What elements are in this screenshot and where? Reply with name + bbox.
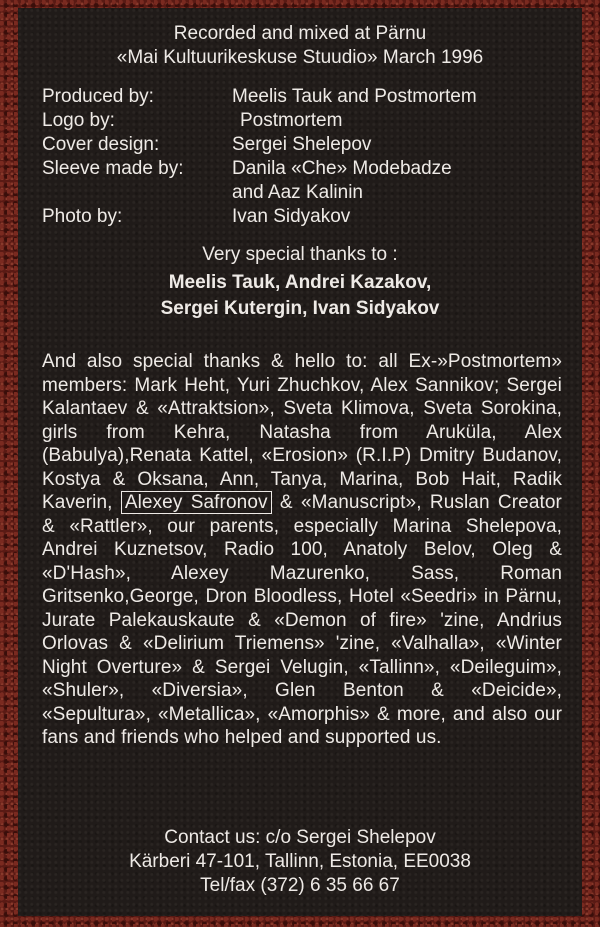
credits-list xyxy=(42,85,477,229)
thanks-names-line-2: Sergei Kutergin, Ivan Sidyakov xyxy=(160,298,440,319)
recorded-line-1: Recorded and mixed at Pärnu xyxy=(173,23,427,44)
contact-info xyxy=(18,826,582,898)
contact-line-1: Contact us: c/o Sergei Shelepov xyxy=(164,827,436,848)
boxed-name: Alexey Safronov xyxy=(121,491,272,514)
credit-row xyxy=(42,109,477,133)
recording-info xyxy=(18,22,582,70)
credit-value: Postmortem xyxy=(240,110,343,131)
also-thanks-text-before: And also special thanks & hello to: all Ex-»Postmortem» members: Mark Heht, Yuri Zhuchkov, Alex Sannikov; Sergei Kalantaev & «Attraktsion», Sveta Klimova, Sveta Sorokina, girls from Kehra, Natasha from Aruküla, Alex (Babulya),Renata Kattel, «Erosion» (R.I.P) Dmitry Budanov, Kostya & Oksana, Ann, Tanya, Marina, Bob Hait, Radik Kaverin, xyxy=(42,351,562,513)
credit-row xyxy=(42,181,477,205)
also-thanks-paragraph xyxy=(42,350,562,750)
credit-label: Logo by: xyxy=(42,110,115,131)
liner-notes-card xyxy=(18,8,582,916)
recorded-line-2: «Mai Kultuurikeskuse Stuudio» March 1996 xyxy=(116,47,484,68)
credit-value: Meelis Tauk and Postmortem xyxy=(232,86,477,107)
thanks-names xyxy=(18,270,582,322)
credit-label xyxy=(42,181,232,205)
credit-label: Produced by: xyxy=(42,86,154,107)
credit-label: Cover design: xyxy=(42,134,160,155)
contact-address: Kärberi 47-101, Tallinn, Estonia, EE0038 xyxy=(129,851,471,872)
credit-value: Ivan Sidyakov xyxy=(232,206,351,227)
credit-label: Photo by: xyxy=(42,206,123,227)
also-thanks-text-after: & «Manuscript», Ruslan Creator & «Rattler», our parents, especially Marina Shelepova, Andrei Kuznetsov, Radio 100, Anatoly Belov, Oleg & «D'Hash», Alexey Mazurenko, Sass, Roman Gritsenko,George, Dron Bloodless, Hotel «Seedri» in Pärnu, Jurate Palekauskaute & «Demon of fire» 'zine, Andrius Orlovas & «Delirium Triemens» 'zine, «Valhalla», «Winter Night Overture» & Sergei Velugin, «Tallinn», «Deileguim», «Shuler», «Diversia», Glen Benton & «Deicide», «Sepultura», «Metallica», «Amorphis» & more, and also our fans and friends who helped and supported us. xyxy=(42,492,562,748)
credit-row xyxy=(42,157,477,181)
thanks-heading: Very special thanks to : xyxy=(202,244,398,265)
credit-label: Sleeve made by: xyxy=(42,158,184,179)
credit-row xyxy=(42,133,477,157)
credit-row xyxy=(42,85,477,109)
credit-value: Danila «Che» Modebadze xyxy=(232,158,452,179)
credit-value: Sergei Shelepov xyxy=(232,134,372,155)
credit-value: and Aaz Kalinin xyxy=(232,182,363,203)
thanks-names-line-1: Meelis Tauk, Andrei Kazakov, xyxy=(168,272,432,293)
credit-row xyxy=(42,205,477,229)
contact-phone: Tel/fax (372) 6 35 66 67 xyxy=(200,875,400,896)
